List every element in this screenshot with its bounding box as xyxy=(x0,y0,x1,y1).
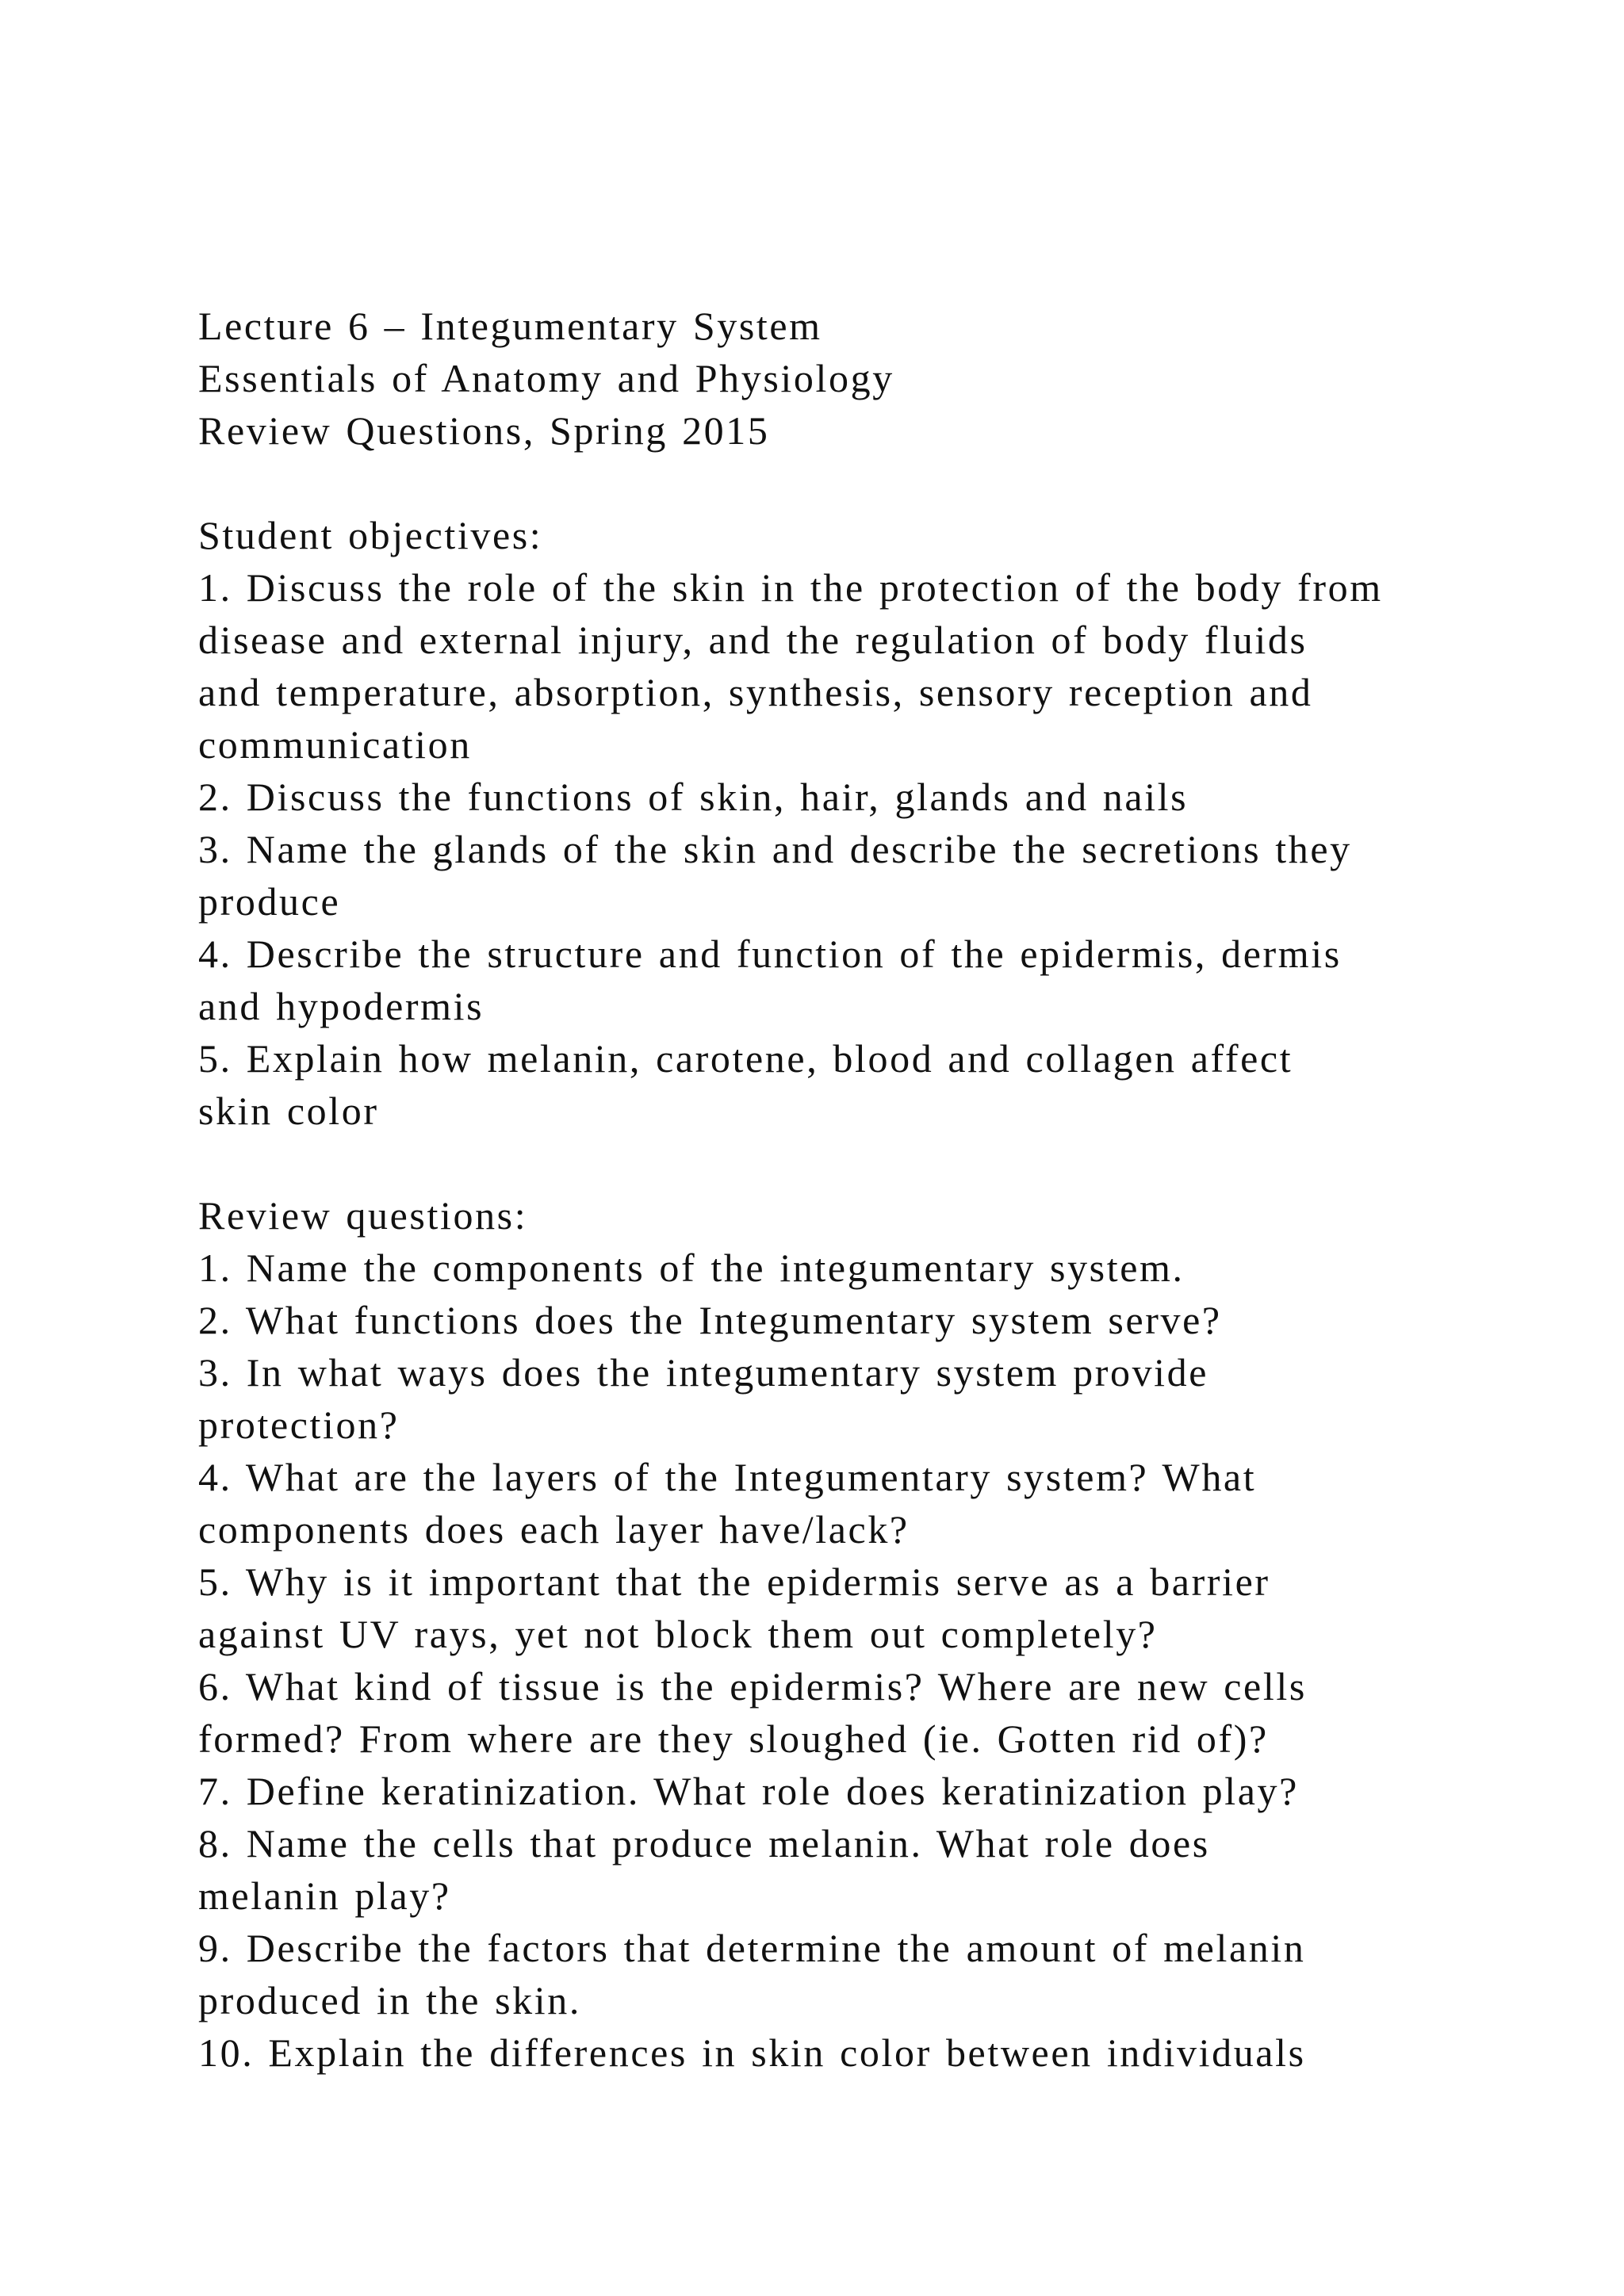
review-question-line: 7. Define keratinization. What role does keratinization play? xyxy=(198,1769,1299,1813)
objective-line: 1. Discuss the role of the skin in the protection of the body from xyxy=(198,565,1383,610)
review-question-line: 10. Explain the differences in skin color between individuals xyxy=(198,2030,1306,2075)
document-body xyxy=(198,300,1515,2079)
course-title: Essentials of Anatomy and Physiology xyxy=(198,356,894,400)
review-question-line: against UV rays, yet not block them out completely? xyxy=(198,1612,1158,1656)
objective-line: disease and external injury, and the regulation of body fluids xyxy=(198,618,1308,662)
review-heading: Review questions: xyxy=(198,1193,528,1238)
objectives-heading: Student objectives: xyxy=(198,513,543,557)
review-question-line: 6. What kind of tissue is the epidermis? Where are new cells xyxy=(198,1664,1307,1709)
review-question-line: melanin play? xyxy=(198,1873,451,1918)
review-question-line: 8. Name the cells that produce melanin. What role does xyxy=(198,1821,1210,1866)
review-question-line: 1. Name the components of the integumentary system. xyxy=(198,1246,1185,1290)
review-question-line: 2. What functions does the Integumentary system serve? xyxy=(198,1298,1222,1342)
objective-line: skin color xyxy=(198,1089,379,1133)
objective-line: 5. Explain how melanin, carotene, blood and collagen affect xyxy=(198,1036,1293,1081)
lecture-title: Lecture 6 – Integumentary System xyxy=(198,304,822,348)
review-question-line: formed? From where are they sloughed (ie. Gotten rid of)? xyxy=(198,1716,1269,1761)
objective-line: produce xyxy=(198,879,341,924)
objective-line: 3. Name the glands of the skin and describe the secretions they xyxy=(198,827,1352,871)
review-question-line: 9. Describe the factors that determine the amount of melanin xyxy=(198,1926,1306,1970)
objective-line: communication xyxy=(198,722,472,767)
review-question-line: 4. What are the layers of the Integumentary system? What xyxy=(198,1455,1257,1499)
objective-line: 4. Describe the structure and function of the epidermis, dermis xyxy=(198,932,1342,976)
objective-line: and hypodermis xyxy=(198,984,485,1028)
review-question-line: components does each layer have/lack? xyxy=(198,1507,910,1552)
review-question-line: 5. Why is it important that the epidermis serve as a barrier xyxy=(198,1559,1270,1604)
spacer xyxy=(198,1137,1515,1189)
review-question-line: produced in the skin. xyxy=(198,1978,581,2022)
review-question-line: protection? xyxy=(198,1402,400,1447)
review-question-line: 3. In what ways does the integumentary system provide xyxy=(198,1350,1209,1395)
objective-line: 2. Discuss the functions of skin, hair, glands and nails xyxy=(198,775,1189,819)
document-subtitle: Review Questions, Spring 2015 xyxy=(198,408,770,453)
spacer xyxy=(198,457,1515,509)
objective-line: and temperature, absorption, synthesis, sensory reception and xyxy=(198,670,1313,714)
